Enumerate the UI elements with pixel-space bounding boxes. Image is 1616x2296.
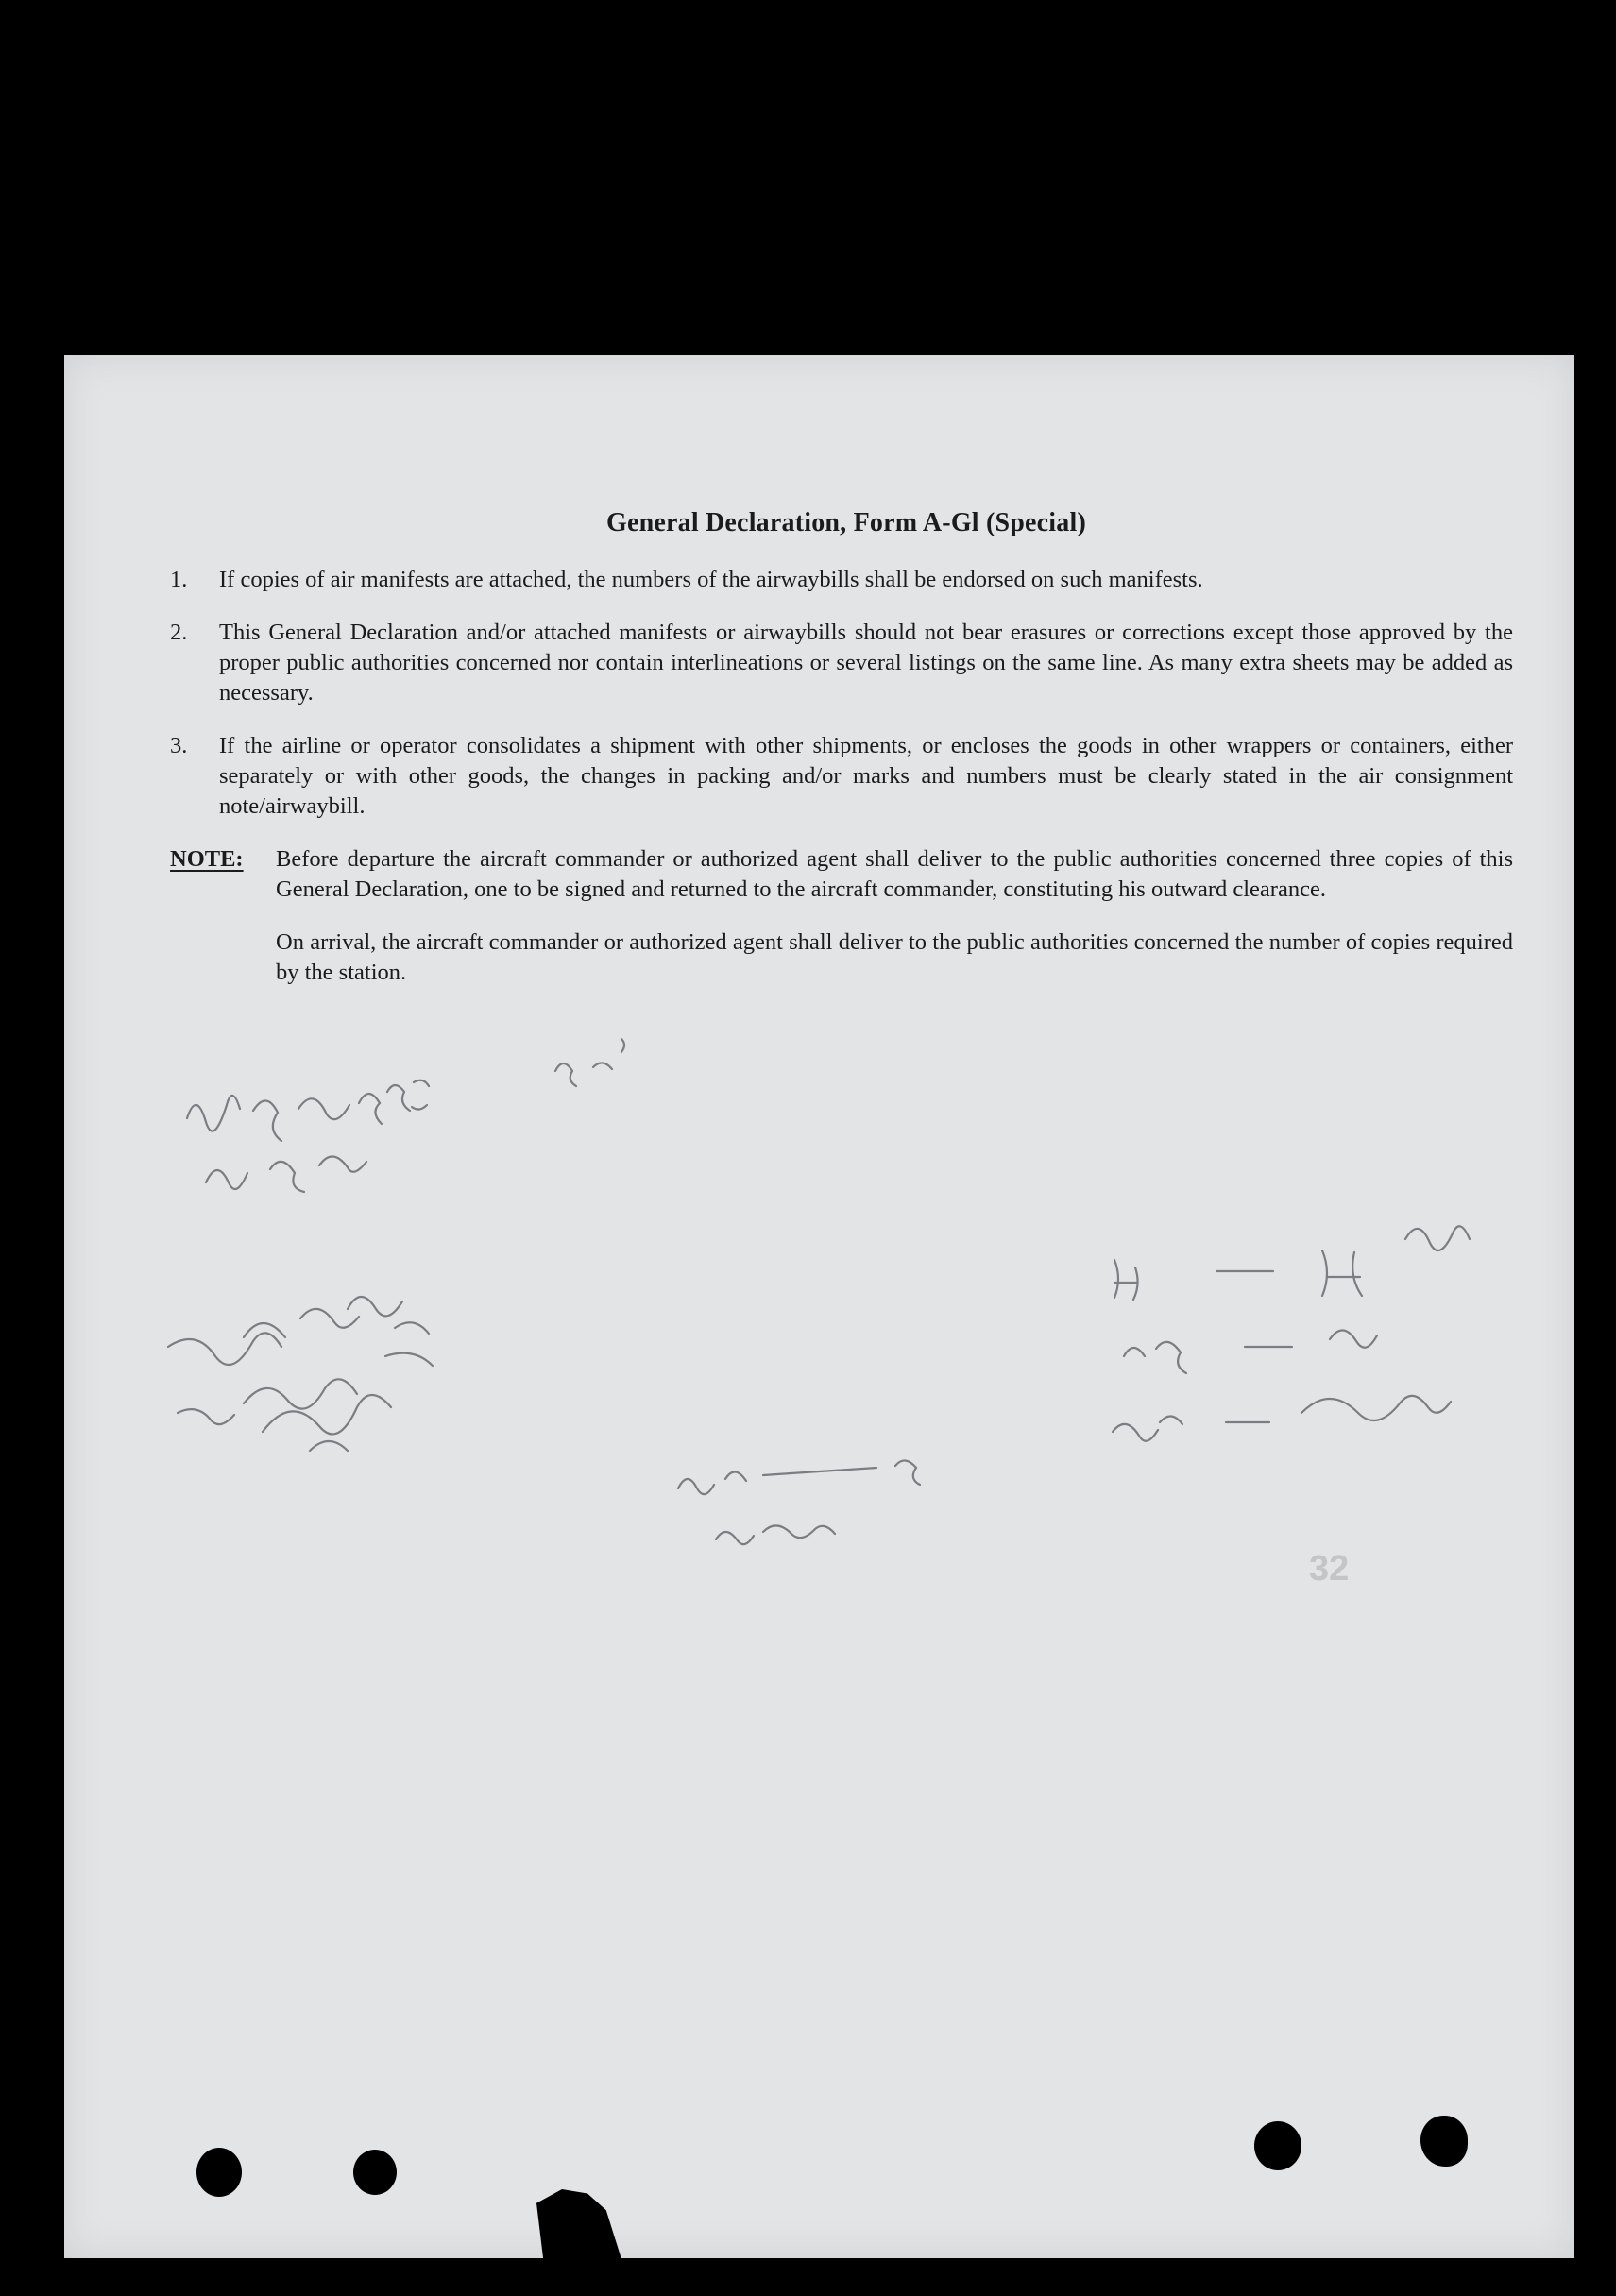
punch-hole (1420, 2116, 1468, 2167)
pencil-scribble (555, 1039, 624, 1086)
pencil-scribble (716, 1525, 835, 1544)
handwritten-marks (64, 355, 1574, 2258)
stamp-number: 32 (1309, 1549, 1350, 1589)
item-number: 2. (170, 620, 188, 645)
pencil-scribble (178, 1379, 357, 1424)
note-paragraph-arrival: On arrival, the aircraft commander or authorized agent shall deliver to the public authorities concerned the number of copies required by the station. (276, 929, 1513, 985)
pencil-scribble (1114, 1250, 1362, 1300)
pencil-scribble (348, 1297, 433, 1366)
pencil-scribble (168, 1309, 359, 1365)
punch-hole (1254, 2121, 1301, 2170)
pencil-scribble (187, 1094, 382, 1141)
pencil-scribble (263, 1395, 391, 1451)
page-title: General Declaration, Form A-Gl (Special) (606, 508, 1086, 537)
pencil-scribble (1405, 1226, 1470, 1250)
item-text: If copies of air manifests are attached, the numbers of the airwaybills shall be endorsed on such manifests. (219, 567, 1203, 592)
note-paragraph-departure: Before departure the aircraft commander or authorized agent shall deliver to the public authorities concerned three copies of this General Declaration, one to be signed and returned to the aircraft commander, constituting his outward clearance. (276, 846, 1513, 902)
pencil-scribble (206, 1156, 366, 1192)
pencil-scribble (387, 1080, 429, 1111)
pencil-scribble (1113, 1396, 1451, 1441)
item-number: 3. (170, 733, 188, 758)
punch-hole (353, 2150, 397, 2195)
note-label: NOTE: (170, 846, 244, 872)
item-text: If the airline or operator consolidates a shipment with other shipments, or encloses the goods in other wrappers or containers, either separately or with other goods, the changes in packing and/or marks and numbers must be clearly stated in the air consignment note/airwaybill. (219, 733, 1513, 819)
item-text: This General Declaration and/or attached manifests or airwaybills should not bear erasures or corrections except those approved by the proper public authorities concerned nor contain interlineations or several listings on the same line. As many extra sheets may be added as necessary. (219, 620, 1513, 706)
item-number: 1. (170, 567, 188, 592)
pencil-scribble (1124, 1330, 1377, 1373)
pencil-scribble (678, 1460, 920, 1494)
punch-hole (196, 2148, 242, 2197)
paper-sheet (64, 355, 1574, 2258)
